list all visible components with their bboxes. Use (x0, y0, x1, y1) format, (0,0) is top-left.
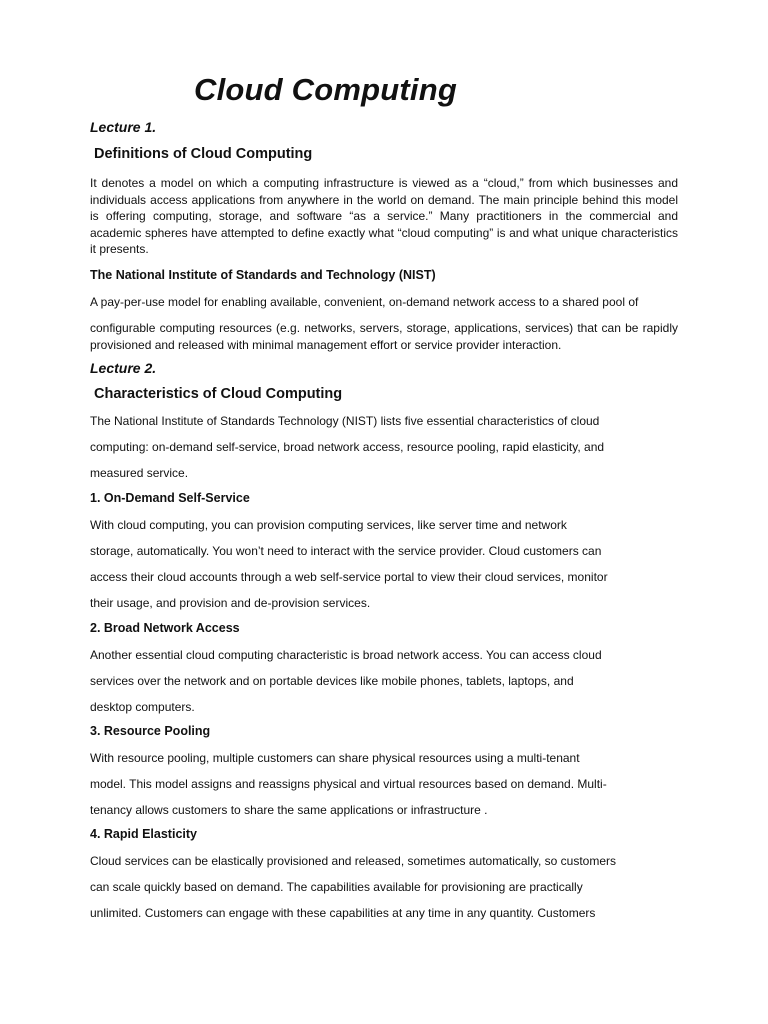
section-heading-broad-network: 2. Broad Network Access (90, 621, 240, 635)
nist-heading: The National Institute of Standards and Technology (NIST) (90, 268, 436, 282)
section-body-line: storage, automatically. You won’t need to interact with the service provider. Cloud customers can (90, 544, 602, 558)
section-heading-rapid-elasticity: 4. Rapid Elasticity (90, 827, 197, 841)
section-body-line: model. This model assigns and reassigns physical and virtual resources based on demand. Multi- (90, 777, 607, 791)
section-body-line: Cloud services can be elastically provisioned and released, sometimes automatically, so customers (90, 854, 617, 868)
section-body-line: With cloud computing, you can provision computing services, like server time and network (90, 518, 567, 532)
section-heading-on-demand: 1. On-Demand Self-Service (90, 491, 250, 505)
lecture-2-label: Lecture 2. (90, 360, 157, 376)
lecture-1-heading: Definitions of Cloud Computing (94, 146, 313, 162)
section-body-line: can scale quickly based on demand. The capabilities available for provisioning are practically (90, 880, 583, 894)
characteristics-intro-line: The National Institute of Standards Technology (NIST) lists five essential characteristics of cloud (90, 414, 600, 428)
section-body-line: their usage, and provision and de-provision services. (90, 596, 371, 610)
section-body-line: unlimited. Customers can engage with these capabilities at any time in any quantity. Customers (90, 906, 596, 920)
characteristics-intro-line: computing: on-demand self-service, broad network access, resource pooling, rapid elasticity, and (90, 440, 605, 454)
section-body-line: services over the network and on portable devices like mobile phones, tablets, laptops, and (90, 674, 574, 688)
document-title: Cloud Computing (194, 72, 457, 107)
lecture-1-label: Lecture 1. (90, 119, 157, 135)
nist-definition-line-1: A pay-per-use model for enabling available, convenient, on-demand network access to a shared pool of (90, 295, 639, 309)
section-body-line: desktop computers. (90, 700, 195, 714)
lecture-2-heading: Characteristics of Cloud Computing (94, 386, 343, 402)
nist-definition-line-2: configurable computing resources (e.g. networks, servers, storage, applications, services) that can be rapidly provisioned and released with minimal management effort or service provider interaction. (90, 321, 678, 352)
section-body-line: With resource pooling, multiple customers can share physical resources using a multi-tenant (90, 751, 580, 765)
section-heading-resource-pooling: 3. Resource Pooling (90, 724, 211, 738)
section-body-line: Another essential cloud computing characteristic is broad network access. You can access cloud (90, 648, 602, 662)
section-body-line: access their cloud accounts through a web self-service portal to view their cloud services, monitor (90, 570, 608, 584)
section-body-line: tenancy allows customers to share the same applications or infrastructure . (90, 803, 488, 817)
lecture-1-intro: It denotes a model on which a computing infrastructure is viewed as a “cloud,” from which businesses and individuals access applications from anywhere in the world on demand. The main principle behind this model is offering computing, storage, and software “as a service.” Many practitioners in the commercial and academic spheres have attempted to define exactly what “cloud computing” is and what unique characteristics it presents. (90, 176, 678, 256)
characteristics-intro-line: measured service. (90, 466, 189, 480)
